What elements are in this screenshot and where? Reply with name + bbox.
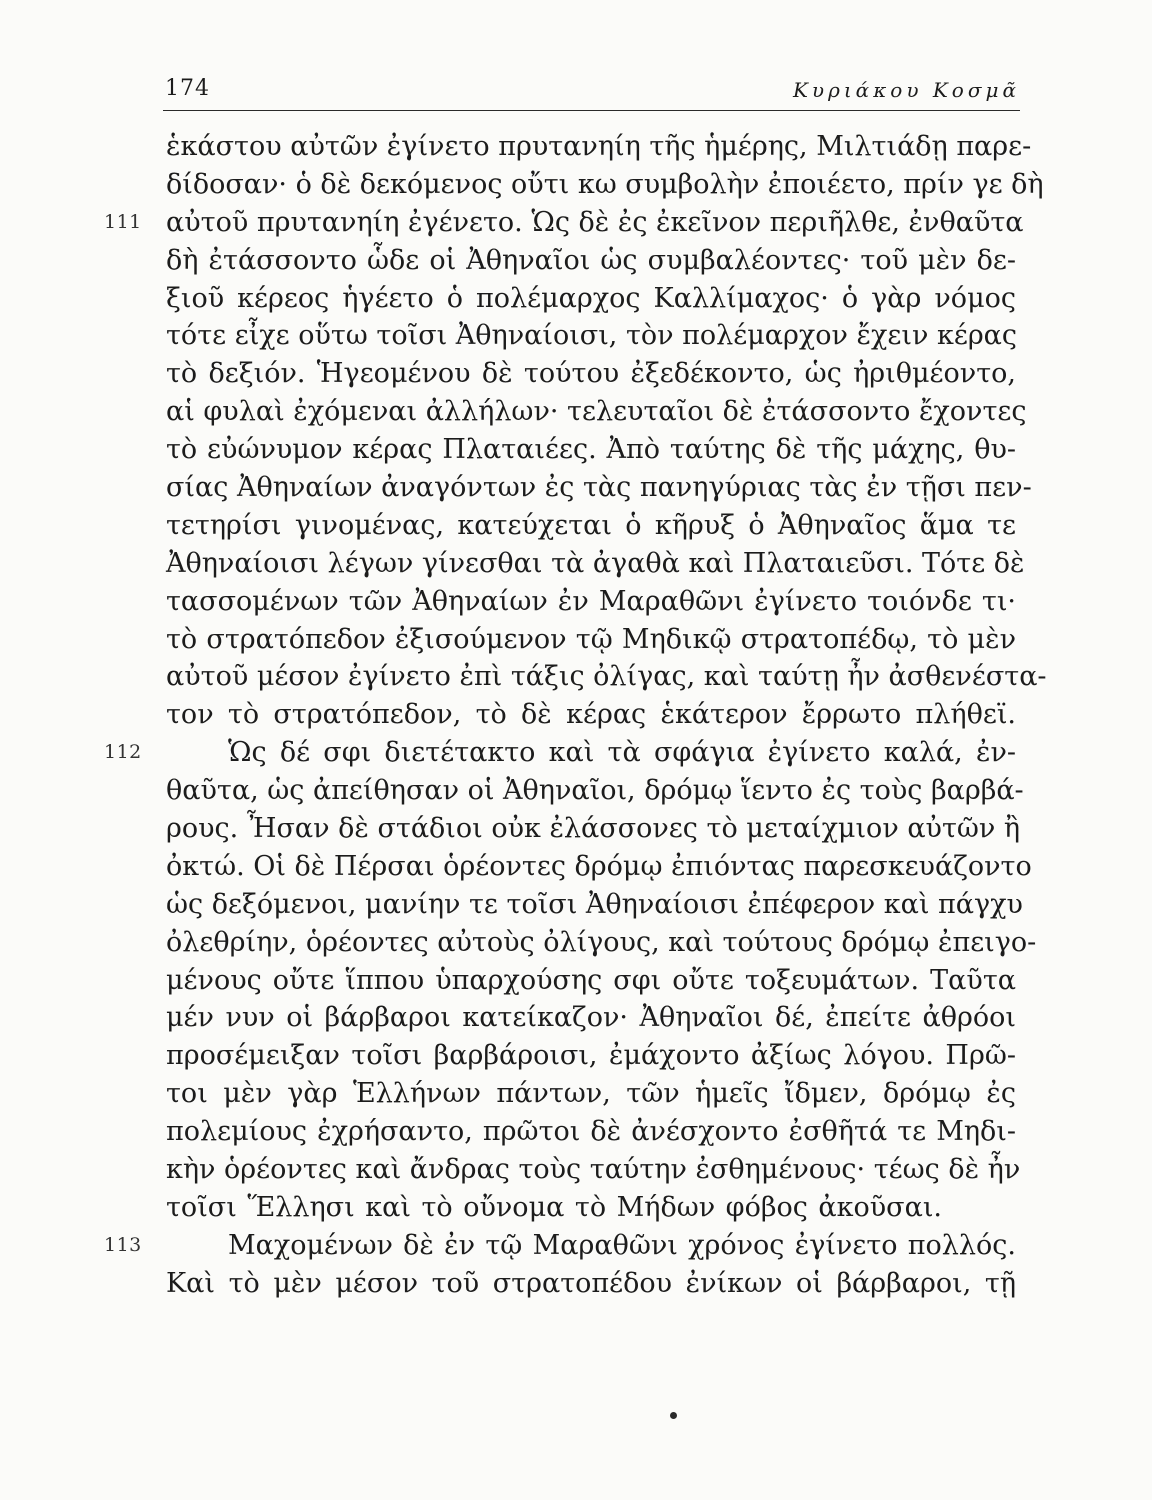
chapter-number-113: 113 — [104, 1233, 142, 1256]
text-line: τὸ δεξιόν. Ἡγεομένου δὲ τούτου ἐξεδέκοντο, ὡς ἠριθμέοντο, — [166, 358, 1016, 390]
text-line: δὴ ἐτάσσοντο ὧδε οἱ Ἀθηναῖοι ὡς συμβαλέοντες· τοῦ μὲν δε- — [166, 244, 1016, 276]
running-head: Κυριάκου Κοσμᾶ — [792, 78, 1020, 102]
page-number: 174 — [165, 76, 210, 101]
text-line: τετηρίσι γινομένας, κατεύχεται ὁ κῆρυξ ὁ Ἀθηναῖος ἅμα τε — [166, 509, 1016, 541]
text-line: αἱ φυλαὶ ἐχόμεναι ἀλλήλων· τελευταῖοι δὲ ἐτάσσοντο ἔχοντες — [166, 396, 1027, 428]
text-line: τότε εἶχε οὕτω τοῖσι Ἀθηναίοισι, τὸν πολέμαρχον ἔχειν κέρας — [166, 320, 1018, 352]
text-line: τὸ στρατόπεδον ἐξισούμενον τῷ Μηδικῷ στρατοπέδῳ, τὸ μὲν — [166, 623, 1016, 655]
text-line-chapter-111 — [104, 204, 1024, 242]
text-line: τὸ εὐώνυμον κέρας Πλαταιέες. Ἀπὸ ταύτης δὲ τῆς μάχης, θυ- — [166, 434, 1016, 466]
text-line: μέν νυν οἱ βάρβαροι κατείκαζον· Ἀθηναῖοι δέ, ἐπείτε ἀθρόοι — [166, 1002, 1016, 1034]
text-line: μένους οὔτε ἵππου ὑπαρχούσης σφι οὔτε τοξευμάτων. Ταῦτα — [166, 964, 1016, 996]
text-line: πολεμίους ἐχρήσαντο, πρῶτοι δὲ ἀνέσχοντο ἐσθῆτά τε Μηδι- — [166, 1116, 1016, 1148]
ink-dot — [670, 1412, 677, 1419]
text-line-content: Μαχομένων δὲ ἐν τῷ Μαραθῶνι χρόνος ἐγίνετο πολλός. — [228, 1229, 1016, 1261]
text-line: τοι μὲν γὰρ Ἑλλήνων πάντων, τῶν ἡμεῖς ἴδμεν, δρόμῳ ἐς — [166, 1078, 1016, 1110]
text-line: ξιοῦ κέρεος ἡγέετο ὁ πολέμαρχος Καλλίμαχος· ὁ γὰρ νόμος — [166, 282, 1016, 314]
text-line-chapter-112 — [104, 734, 1016, 772]
text-line: ὀκτώ. Οἱ δὲ Πέρσαι ὁρέοντες δρόμῳ ἐπιόντας παρεσκευάζοντο — [166, 850, 1032, 882]
text-line: σίας Ἀθηναίων ἀναγόντων ἐς τὰς πανηγύριας τὰς ἐν τῇσι πεν- — [166, 472, 1032, 504]
body-text — [104, 128, 1047, 1303]
page-header — [163, 68, 1020, 111]
text-line: ὀλεθρίην, ὁρέοντες αὐτοὺς ὀλίγους, καὶ τούτους δρόμῳ ἐπειγο- — [166, 926, 1037, 958]
text-line: θαῦτα, ὡς ἀπείθησαν οἱ Ἀθηναῖοι, δρόμῳ ἵεντο ἐς τοὺς βαρβά- — [166, 775, 1024, 807]
text-line: ἑκάστου αὐτῶν ἐγίνετο πρυτανηίη τῆς ἡμέρης, Μιλτιάδῃ παρε- — [166, 131, 1032, 162]
text-line-chapter-113 — [104, 1227, 1016, 1265]
text-line: προσέμειξαν τοῖσι βαρβάροισι, ἐμάχοντο ἀξίως λόγου. Πρῶ- — [166, 1040, 1016, 1072]
text-line: τον τὸ στρατόπεδον, τὸ δὲ κέρας ἑκάτερον ἔρρωτο πλήθεϊ. — [166, 699, 1016, 731]
text-line: δίδοσαν· ὁ δὲ δεκόμενος οὔτι κω συμβολὴν ἐποιέετο, πρίν γε δὴ — [166, 168, 1044, 200]
text-line: τασσομένων τῶν Ἀθηναίων ἐν Μαραθῶνι ἐγίνετο τοιόνδε τι· — [166, 585, 1016, 617]
chapter-number-112: 112 — [104, 741, 142, 764]
text-line: τοῖσι Ἕλλησι καὶ τὸ οὔνομα τὸ Μήδων φόβος ἀκοῦσαι. — [166, 1191, 942, 1223]
text-line-content: Ὡς δέ σφι διετέτακτο καὶ τὰ σφάγια ἐγίνετο καλά, ἐν- — [228, 737, 1016, 769]
text-line: αὐτοῦ μέσον ἐγίνετο ἐπὶ τάξις ὀλίγας, καὶ ταύτῃ ἦν ἀσθενέστα- — [166, 661, 1047, 693]
text-line-content: αὐτοῦ πρυτανηίη ἐγένετο. Ὡς δὲ ἐς ἐκεῖνον περιῆλθε, ἐνθαῦτα — [166, 206, 1024, 238]
text-line: ὡς δεξόμενοι, μανίην τε τοῖσι Ἀθηναίοισι ἐπέφερον καὶ πάγχυ — [166, 888, 1023, 920]
text-line: ρους. Ἦσαν δὲ στάδιοι οὐκ ἐλάσσονες τὸ μεταίχμιον αὐτῶν ἢ — [166, 813, 1021, 845]
text-line: Ἀθηναίοισι λέγων γίνεσθαι τὰ ἀγαθὰ καὶ Πλαταιεῦσι. Τότε δὲ — [166, 547, 1025, 579]
chapter-number-111: 111 — [104, 210, 142, 233]
text-line: κὴν ὁρέοντες καὶ ἄνδρας τοὺς ταύτην ἐσθημένους· τέως δὲ ἦν — [166, 1154, 1021, 1186]
text-line: Καὶ τὸ μὲν μέσον τοῦ στρατοπέδου ἐνίκων οἱ βάρβαροι, τῇ — [166, 1267, 1016, 1299]
